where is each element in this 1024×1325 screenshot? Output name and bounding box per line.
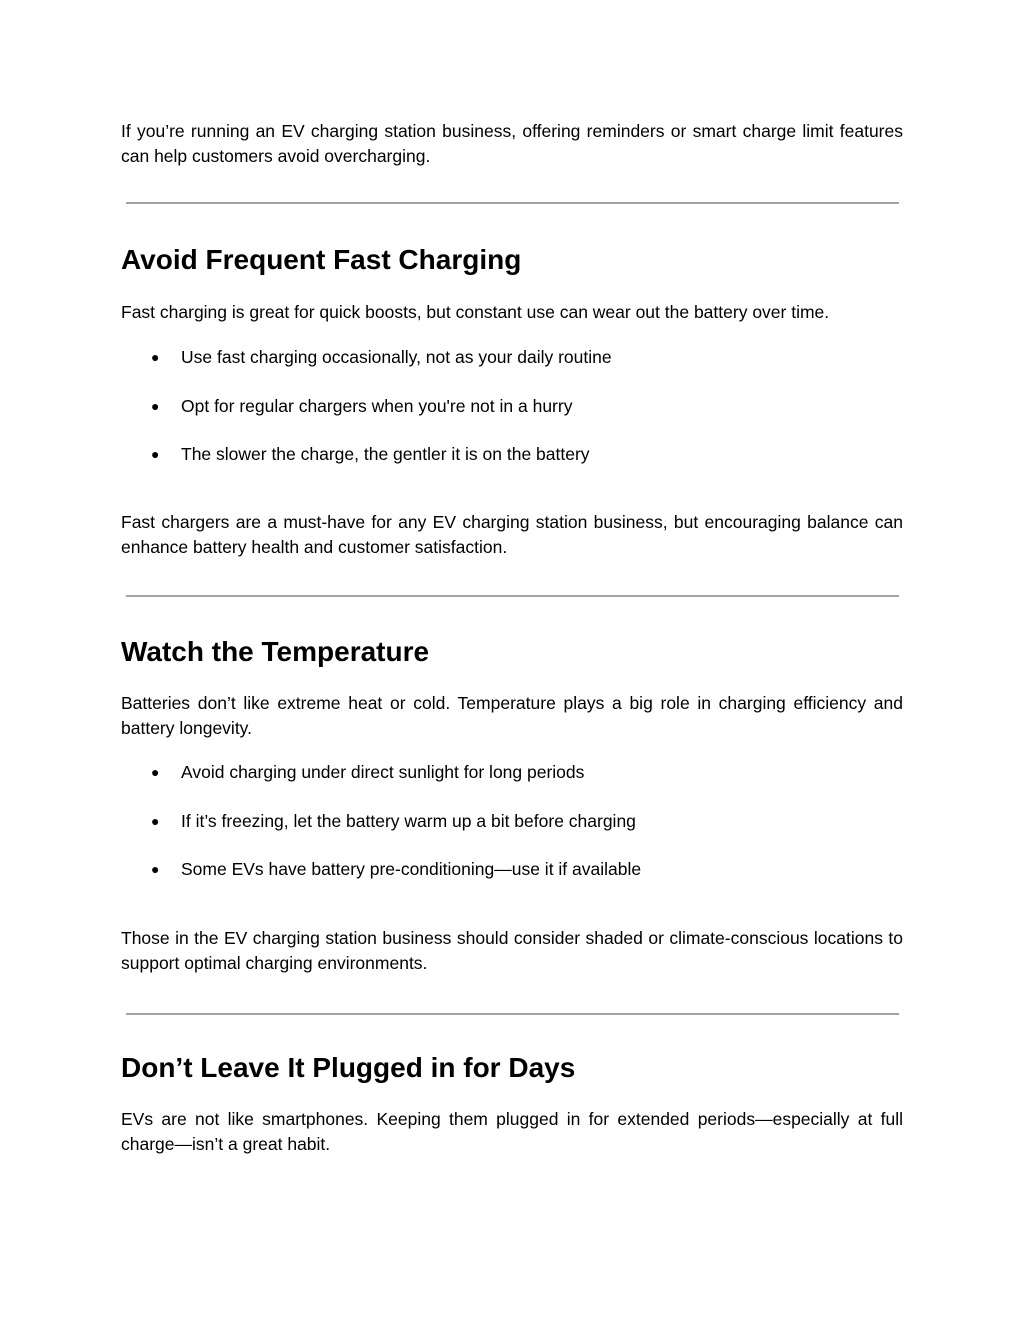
section-lead: Batteries don’t like extreme heat or cold. Temperature plays a big role in charging efficiency and battery longevity. (121, 693, 903, 738)
list-item (121, 809, 903, 834)
list-item-text: Use fast charging occasionally, not as your daily routine (181, 347, 612, 367)
list-item-text: The slower the charge, the gentler it is on the battery (181, 444, 590, 464)
list-item-text: Opt for regular chargers when you're not in a hurry (181, 395, 573, 416)
section-divider (126, 1013, 899, 1015)
list-item (121, 442, 903, 467)
bullet-icon: ● (151, 861, 160, 877)
section-lead: EVs are not like smartphones. Keeping them plugged in for extended periods—especially at full charge—isn’t a great habit. (121, 1109, 903, 1154)
bullet-list (121, 345, 903, 467)
bullet-list (121, 760, 903, 882)
list-item (121, 394, 903, 419)
section-heading-temperature: Watch the Temperature (121, 636, 430, 667)
intro-paragraph: If you’re running an EV charging station business, offering reminders or smart charge limit features can help customers avoid overcharging. (121, 121, 903, 166)
section-lead: Fast charging is great for quick boosts, but constant use can wear out the battery over time. (121, 302, 830, 322)
list-item (121, 857, 903, 882)
section-divider (126, 595, 899, 597)
bullet-icon: ● (151, 812, 160, 829)
section-heading-plugged-in: Don’t Leave It Plugged in for Days (121, 1052, 576, 1083)
bullet-icon: ● (151, 446, 160, 462)
bullet-icon: ● (151, 764, 160, 780)
list-item (121, 760, 903, 785)
section-closing: Fast chargers are a must-have for any EV charging station business, but encouraging balance can enhance battery health and customer satisfaction. (121, 512, 903, 557)
section-divider (126, 202, 899, 204)
list-item-text: Avoid charging under direct sunlight for long periods (181, 762, 585, 782)
section-closing: Those in the EV charging station business should consider shaded or climate-conscious locations to support optimal charging environments. (121, 928, 903, 973)
bullet-icon: ● (151, 349, 160, 365)
section-heading-fast-charging: Avoid Frequent Fast Charging (121, 244, 522, 275)
list-item (121, 345, 903, 370)
list-item-text: If it’s freezing, let the battery warm up a bit before charging (181, 810, 636, 831)
document-page (121, 0, 903, 1154)
bullet-icon: ● (151, 397, 160, 414)
list-item-text: Some EVs have battery pre-conditioning—use it if available (181, 859, 642, 879)
